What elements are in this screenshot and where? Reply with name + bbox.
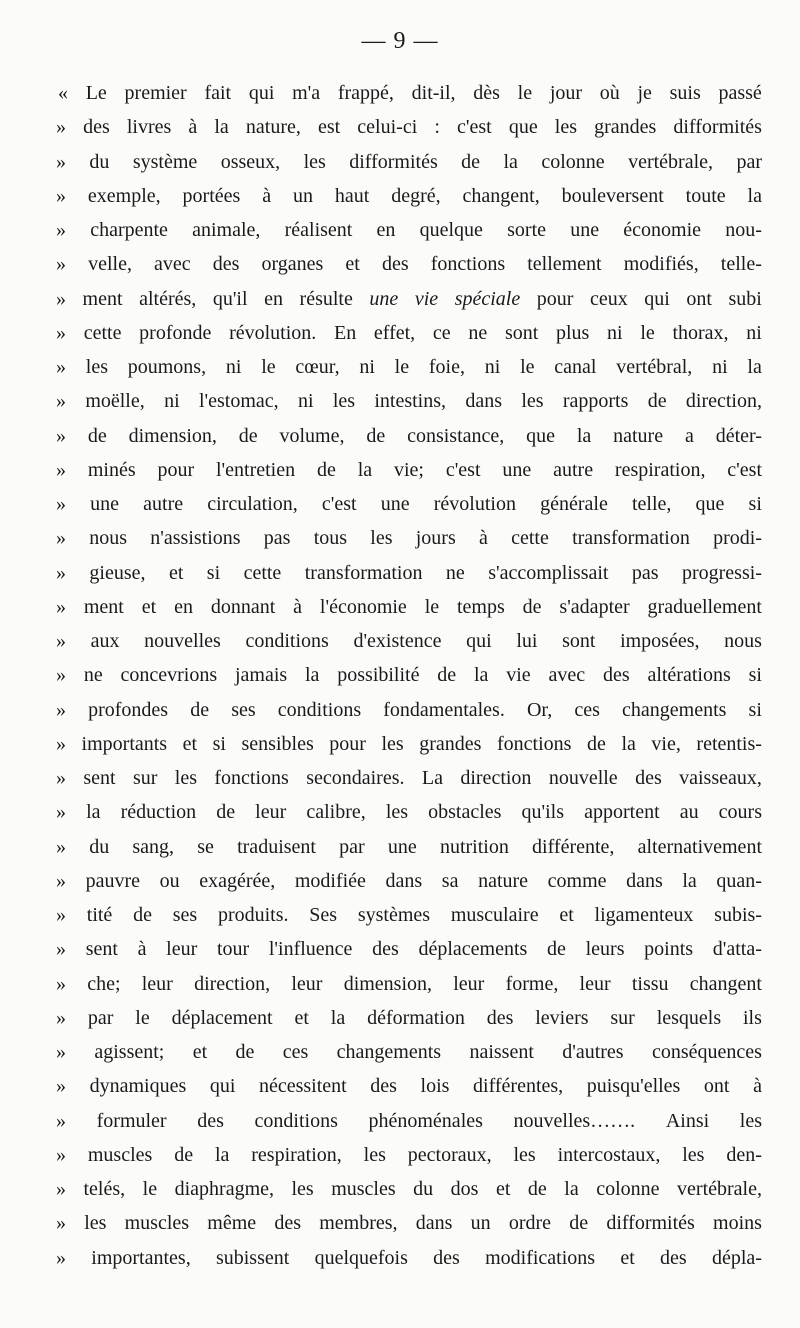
text-line: » velle, avec des organes et des fonctions tellement modifiés, telle- xyxy=(56,253,762,276)
text-line: » nous n'assistions pas tous les jours à cette transformation prodi- xyxy=(56,527,762,550)
text-line: » telés, le diaphragme, les muscles du dos et de la colonne vertébrale, xyxy=(56,1178,762,1200)
body-text xyxy=(56,76,762,1275)
text-line: » importantes, subissent quelquefois des modifications et des dépla- xyxy=(56,1246,762,1269)
text-line: » aux nouvelles conditions d'existence qui lui sont imposées, nous xyxy=(56,630,762,652)
text-line: » une autre circulation, c'est une révolution générale telle, que si xyxy=(56,493,762,515)
text-line: » agissent; et de ces changements naissent d'autres conséquences xyxy=(56,1041,762,1063)
text-line: » les poumons, ni le cœur, ni le foie, ni le canal vertébral, ni la xyxy=(56,356,762,378)
text-line: » moëlle, ni l'estomac, ni les intestins, dans les rapports de direction, xyxy=(56,390,762,413)
text-line: » tité de ses produits. Ses systèmes musculaire et ligamenteux subis- xyxy=(56,904,762,926)
text-line: » charpente animale, réalisent en quelque sorte une économie nou- xyxy=(56,219,762,241)
text-line: « Le premier fait qui m'a frappé, dit-il, dès le jour où je suis passé xyxy=(58,82,762,104)
text-line: » profondes de ses conditions fondamentales. Or, ces changements si xyxy=(56,698,762,721)
text-line: » de dimension, de volume, de consistance, que la nature a déter- xyxy=(56,424,762,447)
text-line: » cette profonde révolution. En effet, ce ne sont plus ni le thorax, ni xyxy=(56,321,762,344)
text-line: » pauvre ou exagérée, modifiée dans sa nature comme dans la quan- xyxy=(56,869,762,892)
text-line: » du sang, se traduisent par une nutrition différente, alternativement xyxy=(56,835,762,858)
text-line: » dynamiques qui nécessitent des lois différentes, puisqu'elles ont à xyxy=(56,1075,762,1098)
text-line: » importants et si sensibles pour les grandes fonctions de la vie, retentis- xyxy=(56,732,762,755)
text-line: » les muscles même des membres, dans un ordre de difformités moins xyxy=(56,1212,762,1235)
text-line: » gieuse, et si cette transformation ne s'accomplissait pas progressi- xyxy=(56,561,762,584)
page-number: — 9 — xyxy=(361,28,439,54)
text-line: » ment altérés, qu'il en résulte une vie spéciale pour ceux qui ont subi xyxy=(56,287,762,310)
text-line: » ment et en donnant à l'économie le temps de s'adapter graduellement xyxy=(56,595,762,618)
text-line: » formuler des conditions phénoménales nouvelles……. Ainsi les xyxy=(56,1109,762,1132)
text-line: » muscles de la respiration, les pectoraux, les intercostaux, les den- xyxy=(56,1143,762,1166)
text-line: » exemple, portées à un haut degré, changent, bouleversent toute la xyxy=(56,184,762,207)
text-line: » des livres à la nature, est celui-ci : c'est que les grandes difformités xyxy=(56,116,762,139)
text-line: » ne concevrions jamais la possibilité de la vie avec des altérations si xyxy=(56,664,762,687)
text-line: » la réduction de leur calibre, les obstacles qu'ils apportent au cours xyxy=(56,801,762,824)
text-line: » sent sur les fonctions secondaires. La direction nouvelle des vaisseaux, xyxy=(56,767,762,789)
text-line: » che; leur direction, leur dimension, leur forme, leur tissu changent xyxy=(56,972,762,995)
text-line: » minés pour l'entretien de la vie; c'est une autre respiration, c'est xyxy=(56,458,762,481)
text-line: » sent à leur tour l'influence des déplacements de leurs points d'atta- xyxy=(56,938,762,961)
text-line: » par le déplacement et la déformation des leviers sur lesquels ils xyxy=(56,1006,762,1029)
text-line: » du système osseux, les difformités de la colonne vertébrale, par xyxy=(56,150,762,173)
